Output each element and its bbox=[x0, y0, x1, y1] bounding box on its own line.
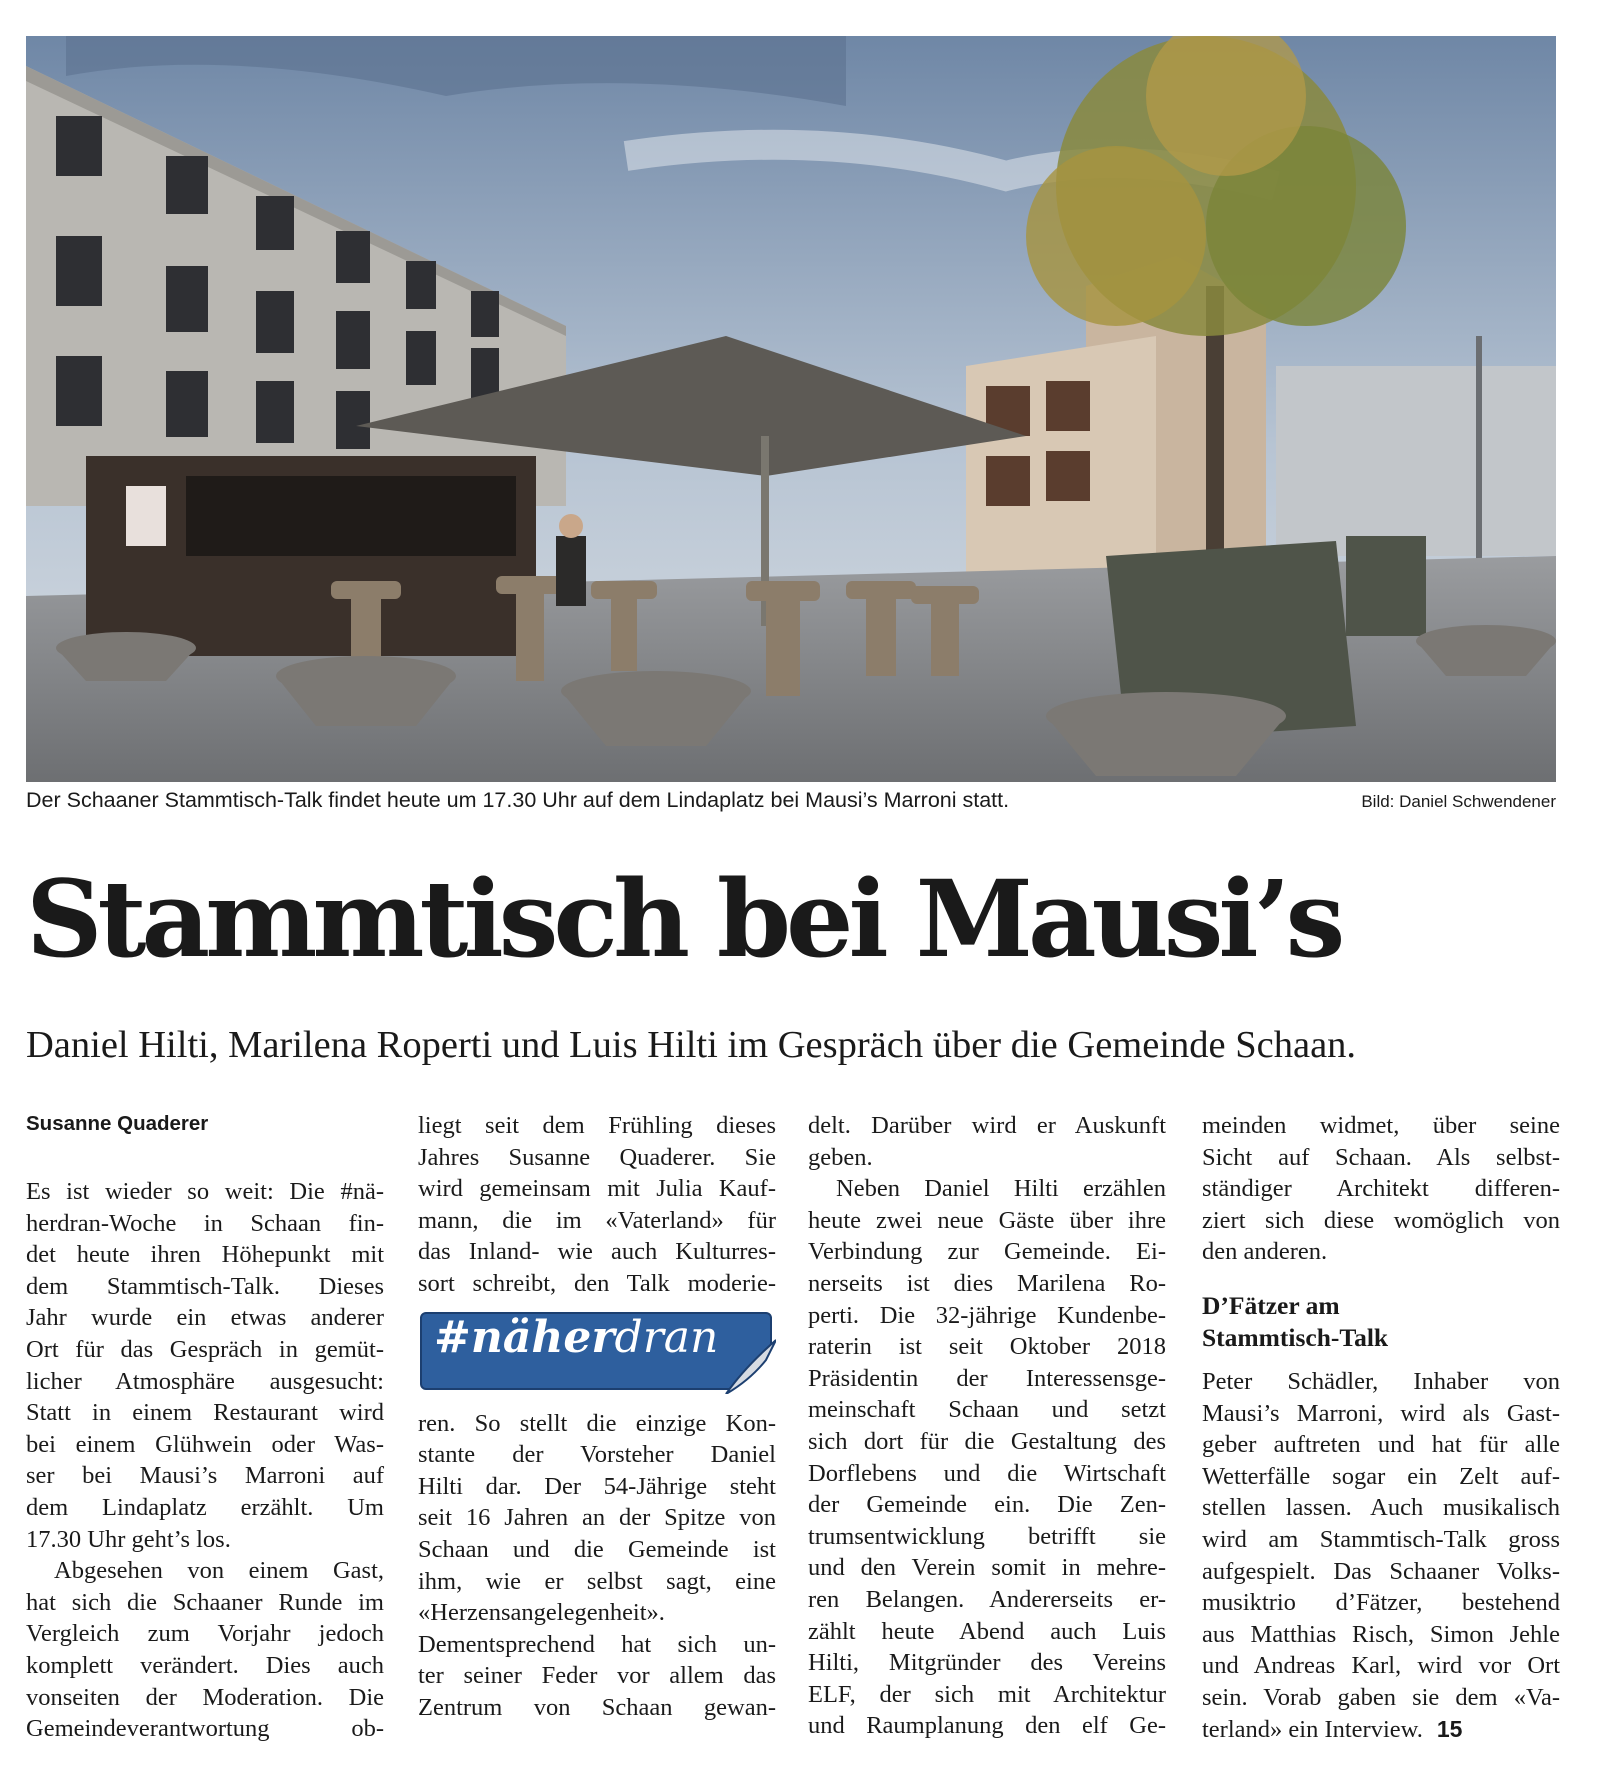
badge-text bbox=[434, 1311, 719, 1363]
text-line-content: Schaan und die Gemeinde ist bbox=[418, 1535, 776, 1563]
subheading bbox=[1202, 1290, 1560, 1354]
text-line bbox=[26, 1208, 384, 1240]
text-line-content: Vergleich zum Vorjahr jedoch bbox=[26, 1620, 384, 1648]
text-line-content: meinden widmet, über seine bbox=[1202, 1112, 1560, 1139]
text-line-content: das Inland- wie auch Kulturres- bbox=[418, 1238, 776, 1266]
text-line-content: 17.30 Uhr geht’s los. bbox=[26, 1525, 231, 1553]
text-line bbox=[1202, 1682, 1560, 1714]
paragraph bbox=[1202, 1110, 1560, 1268]
text-line bbox=[808, 1331, 1166, 1363]
text-line-content: ren Belangen. Andererseits er- bbox=[808, 1585, 1166, 1613]
text-line-content: Verbindung zur Gemeinde. Ei- bbox=[808, 1238, 1166, 1266]
text-line bbox=[26, 1239, 384, 1271]
text-line bbox=[808, 1584, 1166, 1616]
text-line-content: Jahr wurde ein etwas anderer bbox=[26, 1304, 384, 1332]
text-line-content: sein. Vorab gaben sie dem «Va- bbox=[1202, 1683, 1560, 1711]
text-line-content: delt. Darüber wird er Auskunft bbox=[808, 1112, 1166, 1139]
text-line-content: bei einem Glühwein oder Was- bbox=[26, 1430, 384, 1458]
text-line-content: komplett verändert. Dies auch bbox=[26, 1651, 384, 1679]
text-line-content: Sicht auf Schaan. Als selbst- bbox=[1202, 1143, 1560, 1171]
text-line bbox=[808, 1363, 1166, 1395]
text-line bbox=[808, 1110, 1166, 1142]
column-2 bbox=[418, 1110, 776, 1724]
text-line-content: meinschaft Schaan und setzt bbox=[808, 1396, 1166, 1424]
subline: Daniel Hilti, Marilena Roperti und Luis Hilti im Gespräch über die Gemeinde Schaan. bbox=[26, 1024, 1357, 1066]
text-line-content: wird gemeinsam mit Julia Kauf- bbox=[418, 1175, 776, 1203]
subheading-line: D’Fätzer am bbox=[1202, 1290, 1340, 1320]
text-line-content: Neben Daniel Hilti erzählen bbox=[836, 1175, 1166, 1203]
text-line-content: Mausi’s Marroni, wird als Gast- bbox=[1202, 1399, 1560, 1427]
text-line bbox=[1202, 1556, 1560, 1588]
text-line bbox=[1202, 1366, 1560, 1398]
text-line-content: perti. Die 32-jährige Kundenbe- bbox=[808, 1301, 1166, 1329]
text-line bbox=[418, 1629, 776, 1661]
text-line-content: nerseits ist dies Marilena Ro- bbox=[808, 1269, 1166, 1297]
text-line-content: stante der Vorsteher Daniel bbox=[418, 1441, 776, 1469]
column-4 bbox=[1202, 1110, 1560, 1745]
text-line bbox=[1202, 1650, 1560, 1682]
text-line bbox=[1202, 1714, 1560, 1746]
text-line-content: Hilti dar. Der 54-Jährige steht bbox=[418, 1472, 776, 1500]
subheading-line: Stammtisch-Talk bbox=[1202, 1322, 1389, 1352]
text-line bbox=[26, 1650, 384, 1682]
text-line bbox=[26, 1271, 384, 1303]
paragraph bbox=[418, 1110, 776, 1300]
text-line bbox=[418, 1236, 776, 1268]
paragraph bbox=[26, 1176, 384, 1555]
column-3 bbox=[808, 1110, 1166, 1742]
text-line-content: wird am Stammtisch-Talk gross bbox=[1202, 1525, 1560, 1553]
text-line bbox=[1202, 1142, 1560, 1174]
paragraph bbox=[418, 1408, 776, 1724]
text-line bbox=[26, 1524, 384, 1556]
text-line bbox=[418, 1660, 776, 1692]
text-line-content: und Andreas Karl, wird vor Ort bbox=[1202, 1652, 1560, 1680]
text-line bbox=[418, 1692, 776, 1724]
text-line-content: der Gemeinde ein. Die Zen- bbox=[808, 1491, 1166, 1519]
text-line-content: aufgespielt. Das Schaaner Volks- bbox=[1202, 1557, 1560, 1585]
text-line bbox=[1202, 1461, 1560, 1493]
text-line bbox=[1202, 1587, 1560, 1619]
headline: Stammtisch bei Mausi’s bbox=[26, 856, 1341, 981]
photo-caption: Der Schaaner Stammtisch-Talk findet heute um 17.30 Uhr auf dem Lindaplatz bei Mausi’s Marroni statt. bbox=[26, 788, 1010, 812]
text-line bbox=[418, 1142, 776, 1174]
text-line-content: ren. So stellt die einzige Kon- bbox=[418, 1409, 776, 1437]
text-line bbox=[808, 1142, 1166, 1174]
photo-credit: Bild: Daniel Schwendener bbox=[1361, 792, 1556, 811]
column-1 bbox=[26, 1110, 384, 1745]
text-line-content: liegt seit dem Frühling dieses bbox=[418, 1112, 776, 1139]
text-line-content: raterin ist seit Oktober 2018 bbox=[808, 1333, 1166, 1361]
text-line bbox=[26, 1302, 384, 1334]
page-curl-icon bbox=[716, 1310, 776, 1394]
text-line-content: hat sich die Schaaner Runde im bbox=[26, 1588, 384, 1616]
text-line-content: ELF, der sich mit Architektur bbox=[808, 1680, 1166, 1708]
text-line-content: Dorflebens und die Wirtschaft bbox=[808, 1459, 1166, 1487]
text-line bbox=[418, 1173, 776, 1205]
text-line-content: Hilti, Mitgründer des Vereins bbox=[808, 1649, 1166, 1677]
text-line bbox=[418, 1205, 776, 1237]
text-line-content: und den Verein somit in mehre- bbox=[808, 1554, 1166, 1582]
text-line-content: und Raumplanung den elf Ge- bbox=[808, 1712, 1166, 1740]
text-line-content: «Herzensangelegenheit». bbox=[418, 1599, 665, 1627]
text-line-content: ständiger Architekt differen- bbox=[1202, 1175, 1560, 1203]
paragraph bbox=[808, 1110, 1166, 1173]
text-line-content: dem Lindaplatz erzählt. Um bbox=[26, 1493, 384, 1521]
text-line bbox=[808, 1173, 1166, 1205]
text-line bbox=[1202, 1492, 1560, 1524]
text-line bbox=[1202, 1429, 1560, 1461]
text-line-content: ser bei Mausi’s Marroni auf bbox=[26, 1462, 384, 1490]
text-line-content: musiktrio d’Fätzer, bestehend bbox=[1202, 1589, 1560, 1617]
text-line-content: terland» ein Interview. bbox=[1202, 1715, 1423, 1743]
text-line-content: licher Atmosphäre ausgesucht: bbox=[26, 1367, 384, 1395]
text-line-content: geber auftreten und hat für alle bbox=[1202, 1431, 1560, 1459]
text-line bbox=[808, 1300, 1166, 1332]
text-line bbox=[808, 1616, 1166, 1648]
text-line-content: heute zwei neue Gäste über ihre bbox=[808, 1206, 1166, 1234]
text-line bbox=[808, 1394, 1166, 1426]
text-line-content: stellen lassen. Auch musikalisch bbox=[1202, 1494, 1560, 1522]
text-line bbox=[808, 1426, 1166, 1458]
text-line bbox=[1202, 1398, 1560, 1430]
text-line bbox=[1202, 1236, 1560, 1268]
text-line bbox=[26, 1366, 384, 1398]
article-photo bbox=[26, 36, 1556, 782]
text-line-content: herdran-Woche in Schaan fin- bbox=[26, 1209, 384, 1237]
text-line-content: Statt in einem Restaurant wird bbox=[26, 1399, 384, 1427]
text-line bbox=[1202, 1173, 1560, 1205]
page-number: 15 bbox=[1436, 1715, 1463, 1742]
naeherdran-badge bbox=[418, 1310, 776, 1394]
text-line-content: seit 16 Jahren an der Spitze von bbox=[418, 1504, 776, 1532]
text-line bbox=[1202, 1205, 1560, 1237]
text-line bbox=[808, 1521, 1166, 1553]
text-line bbox=[1202, 1524, 1560, 1556]
text-line-content: ziert sich diese womöglich von bbox=[1202, 1206, 1560, 1234]
text-line bbox=[26, 1587, 384, 1619]
text-line-content: sich dort für die Gestaltung des bbox=[808, 1427, 1166, 1455]
text-line-content: Gemeindeverantwortung ob- bbox=[26, 1715, 384, 1743]
text-line bbox=[1202, 1110, 1560, 1142]
text-line bbox=[808, 1552, 1166, 1584]
text-line bbox=[26, 1429, 384, 1461]
text-line-content: Es ist wieder so weit: Die #nä- bbox=[26, 1178, 384, 1205]
photo-caption-row bbox=[26, 788, 1556, 818]
text-line-content: Präsidentin der Interessensge- bbox=[808, 1364, 1166, 1392]
text-line-content: aus Matthias Risch, Simon Jehle bbox=[1202, 1620, 1560, 1648]
text-line-content: geben. bbox=[808, 1143, 873, 1171]
text-line-content: trumsentwicklung betrifft sie bbox=[808, 1522, 1166, 1550]
text-line bbox=[26, 1176, 384, 1208]
photo-illustration bbox=[26, 36, 1556, 782]
text-line bbox=[418, 1268, 776, 1300]
text-line bbox=[418, 1110, 776, 1142]
text-line bbox=[26, 1555, 384, 1587]
text-line bbox=[26, 1618, 384, 1650]
text-line-content: Zentrum von Schaan gewan- bbox=[418, 1693, 776, 1721]
text-line bbox=[26, 1682, 384, 1714]
text-line-content: Dementsprechend hat sich un- bbox=[418, 1630, 776, 1658]
text-line-content: zählt heute Abend auch Luis bbox=[808, 1617, 1166, 1645]
text-line bbox=[808, 1679, 1166, 1711]
paragraph bbox=[26, 1555, 384, 1745]
text-line bbox=[26, 1460, 384, 1492]
text-line bbox=[418, 1597, 776, 1629]
text-line bbox=[418, 1439, 776, 1471]
text-line bbox=[808, 1236, 1166, 1268]
text-line bbox=[808, 1268, 1166, 1300]
text-line-content: vonseiten der Moderation. Die bbox=[26, 1683, 384, 1711]
paragraph bbox=[1202, 1366, 1560, 1745]
text-line bbox=[808, 1205, 1166, 1237]
text-line-content: dem Stammtisch-Talk. Dieses bbox=[26, 1272, 384, 1300]
text-line bbox=[26, 1334, 384, 1366]
text-line bbox=[808, 1710, 1166, 1742]
text-line-content: det heute ihren Höhepunkt mit bbox=[26, 1241, 384, 1269]
badge-text-light: dran bbox=[614, 1311, 719, 1363]
text-line-content: den anderen. bbox=[1202, 1238, 1328, 1266]
text-line-content: sort schreibt, den Talk moderie- bbox=[418, 1269, 776, 1297]
text-line bbox=[26, 1397, 384, 1429]
text-line-content: ihm, wie er selbst sagt, eine bbox=[418, 1567, 776, 1595]
badge-text-bold: #näher bbox=[434, 1311, 615, 1363]
text-line-content: Jahres Susanne Quaderer. Sie bbox=[418, 1143, 776, 1171]
text-line bbox=[808, 1647, 1166, 1679]
text-line-content: Abgesehen von einem Gast, bbox=[54, 1557, 384, 1585]
text-line bbox=[418, 1502, 776, 1534]
text-line bbox=[418, 1566, 776, 1598]
text-line bbox=[418, 1534, 776, 1566]
text-line bbox=[418, 1408, 776, 1440]
text-line-content: Wetterfälle sogar ein Zelt auf- bbox=[1202, 1462, 1560, 1490]
text-line bbox=[1202, 1619, 1560, 1651]
text-line-content: Peter Schädler, Inhaber von bbox=[1202, 1367, 1560, 1395]
text-line bbox=[26, 1713, 384, 1745]
text-line-content: Ort für das Gespräch in gemüt- bbox=[26, 1335, 384, 1363]
paragraph bbox=[808, 1173, 1166, 1742]
text-line-content: mann, die im «Vaterland» für bbox=[418, 1206, 776, 1234]
text-line bbox=[808, 1489, 1166, 1521]
text-line bbox=[26, 1492, 384, 1524]
author-byline: Susanne Quaderer bbox=[26, 1112, 209, 1135]
text-line-content: ter seiner Feder vor allem das bbox=[418, 1662, 776, 1690]
text-line bbox=[418, 1471, 776, 1503]
text-line bbox=[808, 1458, 1166, 1490]
